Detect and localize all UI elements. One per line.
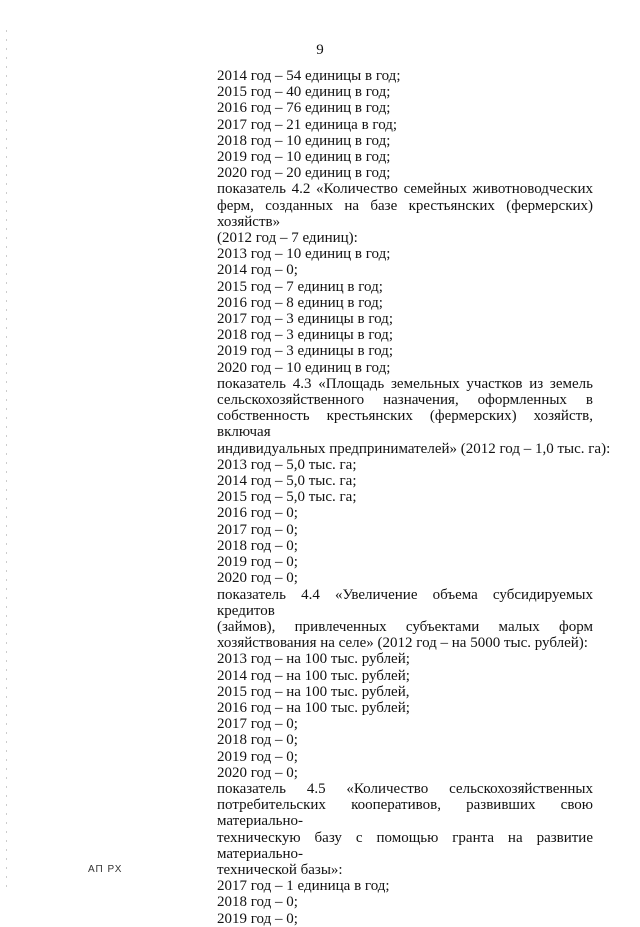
text-line: 2019 год – 0; [217, 748, 298, 765]
text-line: 2018 год – 3 единицы в год; [217, 327, 393, 344]
document-body [217, 68, 611, 927]
text-line: 2018 год – 0; [217, 894, 298, 911]
text-line: показатель 4.4 «Увеличение объема субсидируемых кредитов [217, 586, 593, 619]
text-line: 2013 год – 10 единиц в год; [217, 246, 391, 263]
text-line: 2015 год – 7 единиц в год; [217, 278, 383, 295]
page-number: 9 [316, 42, 324, 58]
text-line: индивидуальных предпринимателей» (2012 год – 1,0 тыс. га): [217, 440, 611, 457]
text-line: 2016 год – 0; [217, 505, 298, 522]
text-line: сельскохозяйственного назначения, оформленных в [217, 392, 593, 409]
text-line: 2017 год – 1 единица в год; [217, 878, 390, 895]
text-line: 2018 год – 10 единиц в год; [217, 132, 391, 149]
text-line: 2020 год – 0; [217, 764, 298, 781]
scan-edge-artifact [6, 30, 7, 890]
text-line: 2019 год – 0; [217, 554, 298, 571]
text-line: 2019 год – 0; [217, 910, 298, 927]
text-line: показатель 4.5 «Количество сельскохозяйственных [217, 780, 593, 797]
text-line: собственность крестьянских (фермерских) хозяйств, включая [217, 408, 593, 441]
text-line: технической базы»: [217, 861, 343, 878]
text-line: 2019 год – 10 единиц в год; [217, 149, 391, 166]
text-line: 2014 год – на 100 тыс. рублей; [217, 667, 410, 684]
text-line: 2013 год – 5,0 тыс. га; [217, 456, 357, 473]
text-line: 2015 год – на 100 тыс. рублей, [217, 683, 410, 700]
text-line: (займов), привлеченных субъектами малых форм [217, 618, 593, 635]
text-line: 2014 год – 0; [217, 262, 298, 279]
text-line: 2013 год – на 100 тыс. рублей; [217, 651, 410, 668]
text-line: 2017 год – 3 единицы в год; [217, 311, 393, 328]
text-line: (2012 год – 7 единиц): [217, 230, 358, 247]
text-line: ферм, созданных на базе крестьянских (фермерских) хозяйств» [217, 197, 593, 230]
text-line: 2016 год – на 100 тыс. рублей; [217, 699, 410, 716]
text-line: 2017 год – 0; [217, 521, 298, 538]
text-line: 2014 год – 54 единицы в год; [217, 68, 401, 84]
text-line: 2020 год – 10 единиц в год; [217, 359, 391, 376]
text-line: 2016 год – 8 единиц в год; [217, 294, 383, 311]
text-line: 2018 год – 0; [217, 537, 298, 554]
text-line: 2014 год – 5,0 тыс. га; [217, 473, 357, 490]
text-line: 2018 год – 0; [217, 732, 298, 749]
text-line: 2015 год – 40 единиц в год; [217, 84, 391, 101]
text-line: техническую базу с помощью гранта на развитие материально- [217, 829, 593, 862]
text-line: потребительских кооперативов, развивших свою материально- [217, 797, 593, 830]
text-line: 2020 год – 20 единиц в год; [217, 165, 391, 182]
text-line: 2016 год – 76 единиц в год; [217, 100, 391, 117]
text-line: хозяйствования на селе» (2012 год – на 5000 тыс. рублей): [217, 635, 588, 652]
text-line: показатель 4.2 «Количество семейных животноводческих [217, 181, 593, 198]
text-line: 2017 год – 0; [217, 716, 298, 733]
text-line: 2020 год – 0; [217, 570, 298, 587]
text-line: 2017 год – 21 единица в год; [217, 116, 398, 133]
text-line: 2019 год – 3 единицы в год; [217, 343, 393, 360]
footer-code: АП РХ [88, 864, 123, 875]
text-line: показатель 4.3 «Площадь земельных участков из земель [217, 375, 593, 392]
text-line: 2015 год – 5,0 тыс. га; [217, 489, 357, 506]
